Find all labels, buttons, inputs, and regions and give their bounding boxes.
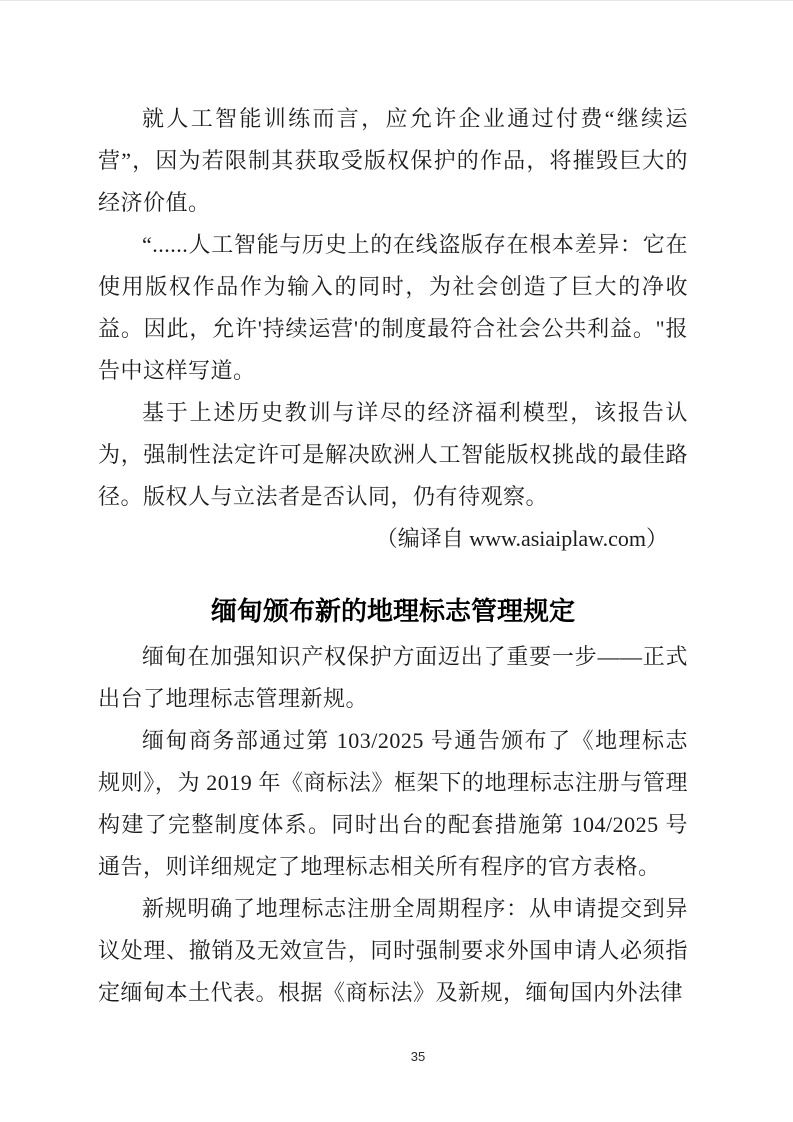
myanmar-article-paragraph-3: 新规明确了地理标志注册全周期程序：从申请提交到异议处理、撤销及无效宣告，同时强制要求外国申请人必须指定缅甸本土代表。根据《商标法》及新规，缅甸国内外法律	[98, 896, 688, 1005]
article-title: 缅甸颁布新的地理标志管理规定	[210, 596, 575, 626]
ai-article-paragraph-3: 基于上述历史教训与详尽的经济福利模型，该报告认为，强制性法定许可是解决欧洲人工智能版权挑战的最佳路径。版权人与立法者是否认同，仍有待观察。	[98, 400, 688, 509]
page-content	[98, 98, 688, 1014]
myanmar-article-paragraph-2: 缅甸商务部通过第 103/2025 号通告颁布了《地理标志规则》，为 2019 年《商标法》框架下的地理标志注册与管理构建了完整制度体系。同时出台的配套措施第 104/2025 号通告，则详细规定了地理标志相关所有程序的官方表格。	[98, 728, 688, 879]
attribution-line: （编译自 www.asiaiplaw.com）	[375, 526, 668, 551]
myanmar-article-paragraph-1: 缅甸在加强知识产权保护方面迈出了重要一步——正式出台了地理标志管理新规。	[98, 644, 688, 711]
ai-article-paragraph-1: 就人工智能训练而言，应允许企业通过付费“继续运营”，因为若限制其获取受版权保护的作品，将摧毁巨大的经济价值。	[98, 106, 688, 215]
ai-article-paragraph-2: “......人工智能与历史上的在线盗版存在根本差异：它在使用版权作品作为输入的同时，为社会创造了巨大的净收益。因此，允许'持续运营'的制度最符合社会公共利益。"报告中这样写道。	[98, 232, 688, 383]
page-number: 35	[410, 1049, 426, 1064]
